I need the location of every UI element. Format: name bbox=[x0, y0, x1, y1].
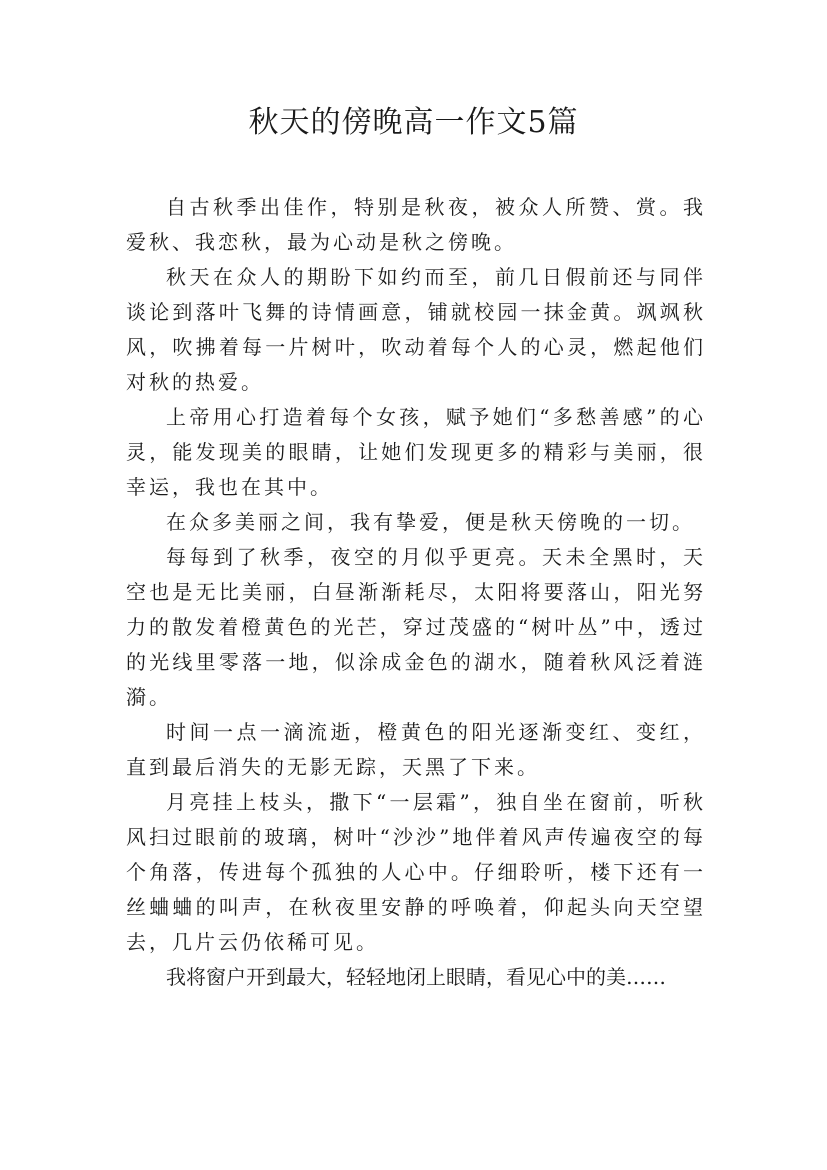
paragraph-1: 自古秋季出佳作，特别是秋夜，被众人所赞、赏。我爱秋、我恋秋，最为心动是秋之傍晚。 bbox=[126, 195, 706, 254]
document-body bbox=[126, 190, 706, 995]
document-title: 秋天的傍晚高一作文5篇 bbox=[248, 105, 579, 140]
paragraph-8: 我将窗户开到最大，轻轻地闭上眼睛，看见心中的美…… bbox=[166, 965, 666, 989]
paragraph-6: 时间一点一滴流逝，橙黄色的阳光逐渐变红、变红，直到最后消失的无影无踪，天黑了下来。 bbox=[126, 720, 706, 779]
paragraph-3: 上帝用心打造着每个女孩，赋予她们“多愁善感”的心灵，能发现美的眼睛，让她们发现更多的精彩与美丽，很幸运，我也在其中。 bbox=[126, 405, 706, 499]
paragraph-4: 在众多美丽之间，我有挚爱，便是秋天傍晚的一切。 bbox=[166, 510, 695, 534]
paragraph-2: 秋天在众人的期盼下如约而至，前几日假前还与同伴谈论到落叶飞舞的诗情画意，铺就校园一抹金黄。飒飒秋风，吹拂着每一片树叶，吹动着每个人的心灵，燃起他们对秋的热爱。 bbox=[126, 265, 706, 394]
paragraph-7: 月亮挂上枝头，撒下“一层霜”，独自坐在窗前，听秋风扫过眼前的玻璃，树叶“沙沙”地伴着风声传遍夜空的每个角落，传进每个孤独的人心中。仔细聆听，楼下还有一丝蛐蛐的叫声，在秋夜里安静的呼唤着，仰起头向天空望去，几片云仍依稀可见。 bbox=[126, 790, 706, 954]
paragraph-5: 每每到了秋季，夜空的月似乎更亮。天未全黑时，天空也是无比美丽，白昼渐渐耗尽，太阳将要落山，阳光努力的散发着橙黄色的光芒，穿过茂盛的“树叶丛”中，透过的光线里零落一地，似涂成金色的湖水，随着秋风泛着涟漪。 bbox=[126, 545, 706, 709]
